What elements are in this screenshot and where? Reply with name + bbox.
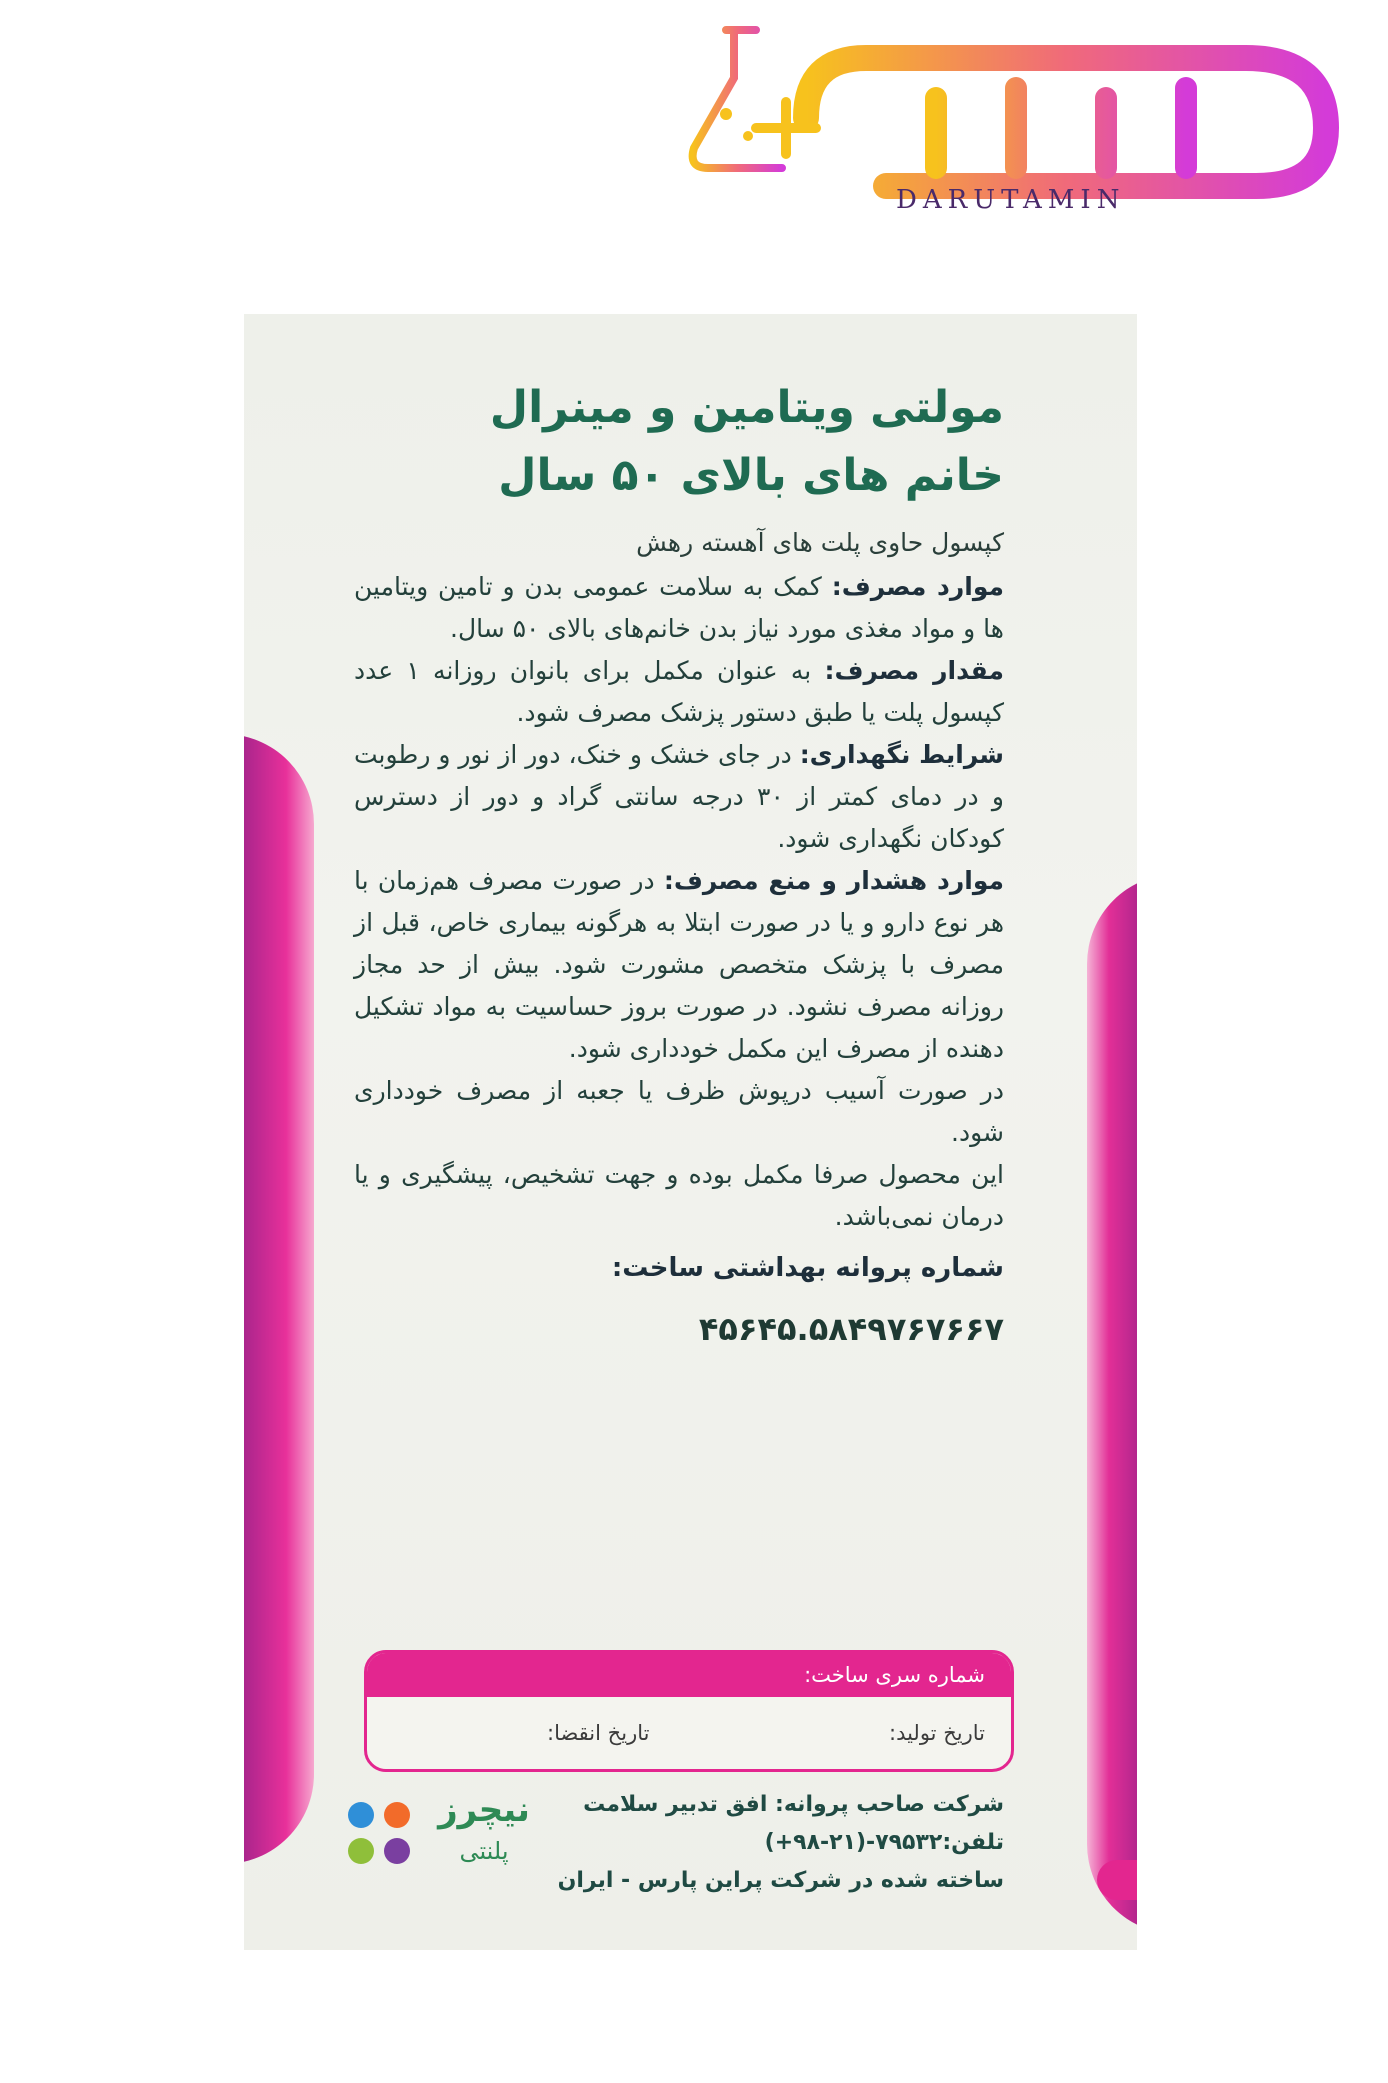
section-text: به عنوان مکمل برای بانوان روزانه ۱ عدد کپسول پلت یا طبق دستور پزشک مصرف شود. xyxy=(354,656,1004,727)
logo-latin-text: DARUTAMIN xyxy=(896,185,1126,214)
section-text: در صورت مصرف هم‌زمان با هر نوع دارو و یا در صورت ابتلا به هرگونه بیماری خاص، قبل از مصرف با پزشک متخصص مشورت شود. بیش از حد مجاز روزانه مصرف نشود. در صورت بروز حساسیت به مواد تشکیل دهنده از مصرف این مکمل خودداری شود. xyxy=(354,866,1004,1063)
license-holder: شرکت صاحب پروانه: افق تدبیر سلامت xyxy=(583,1792,1004,1817)
product-subtitle: کپسول حاوی پلت های آهسته رهش xyxy=(636,528,1004,557)
note-supplement-only: این محصول صرفا مکمل بوده و جهت تشخیص، پیشگیری و یا درمان نمی‌باشد. xyxy=(354,1160,1004,1231)
section-text: کمک به سلامت عمومی بدن و تامین ویتامین ها و مواد مغذی مورد نیاز بدن خانم‌های بالای ۵۰ سال. xyxy=(354,572,1004,643)
product-title-line1: مولتی ویتامین و مینرال xyxy=(489,382,1004,433)
section-label: موارد هشدار و منع مصرف: xyxy=(663,866,1005,895)
section-label: موارد مصرف: xyxy=(831,572,1004,601)
dot-orange xyxy=(384,1802,410,1828)
product-text xyxy=(354,374,1004,1356)
dot-blue xyxy=(348,1802,374,1828)
darutamin-logo-graphic xyxy=(686,18,1354,214)
section-dosage xyxy=(354,650,1004,734)
brand-name: نیچرز xyxy=(438,1790,530,1830)
manufacturer-info xyxy=(549,1786,1004,1900)
dot-green xyxy=(348,1838,374,1864)
batch-info-box xyxy=(364,1650,1014,1772)
made-by: ساخته شده در شرکت پراین پارس - ایران xyxy=(557,1868,1004,1893)
decorative-stripe-right xyxy=(1087,874,1137,1934)
brand-subname: پلنتی xyxy=(459,1837,509,1865)
section-storage xyxy=(354,734,1004,860)
decorative-stripe-left xyxy=(244,734,314,1864)
darutamin-logo xyxy=(686,18,1354,214)
license-label: شماره پروانه بهداشتی ساخت: xyxy=(611,1253,1004,1283)
production-date-label: تاریخ تولید: xyxy=(889,1721,985,1745)
product-title-line2: خانم های بالای ۵۰ سال xyxy=(498,450,1004,501)
section-text: در جای خشک و خنک، دور از نور و رطوبت و در دمای کمتر از ۳۰ درجه سانتی گراد و دور از دسترس کودکان نگهداری شود. xyxy=(354,740,1004,853)
section-label: مقدار مصرف: xyxy=(824,656,1004,685)
expiry-date-label: تاریخ انقضا: xyxy=(547,1721,650,1745)
decorative-pill xyxy=(1097,1860,1137,1900)
flask-icon xyxy=(693,30,782,168)
brand-logo xyxy=(348,1788,548,1898)
phone-number: تلفن:۷۹۵۳۲-(۲۱-۹۸+) xyxy=(764,1830,1004,1855)
section-warnings xyxy=(354,860,1004,1070)
batch-number-label: شماره سری ساخت: xyxy=(367,1653,1011,1697)
section-usage xyxy=(354,566,1004,650)
license-number: ۴۵۶۴۵.۵۸۴۹۷۶۷۶۶۷ xyxy=(698,1310,1004,1348)
product-box xyxy=(244,314,1137,1950)
batch-dates-row xyxy=(367,1697,1011,1745)
brand-dots-icon xyxy=(348,1802,418,1868)
dot-purple xyxy=(384,1838,410,1864)
note-damaged-package: در صورت آسیب درپوش ظرف یا جعبه از مصرف خودداری شود. xyxy=(354,1076,1004,1147)
section-label: شرایط نگهداری: xyxy=(799,740,1004,769)
